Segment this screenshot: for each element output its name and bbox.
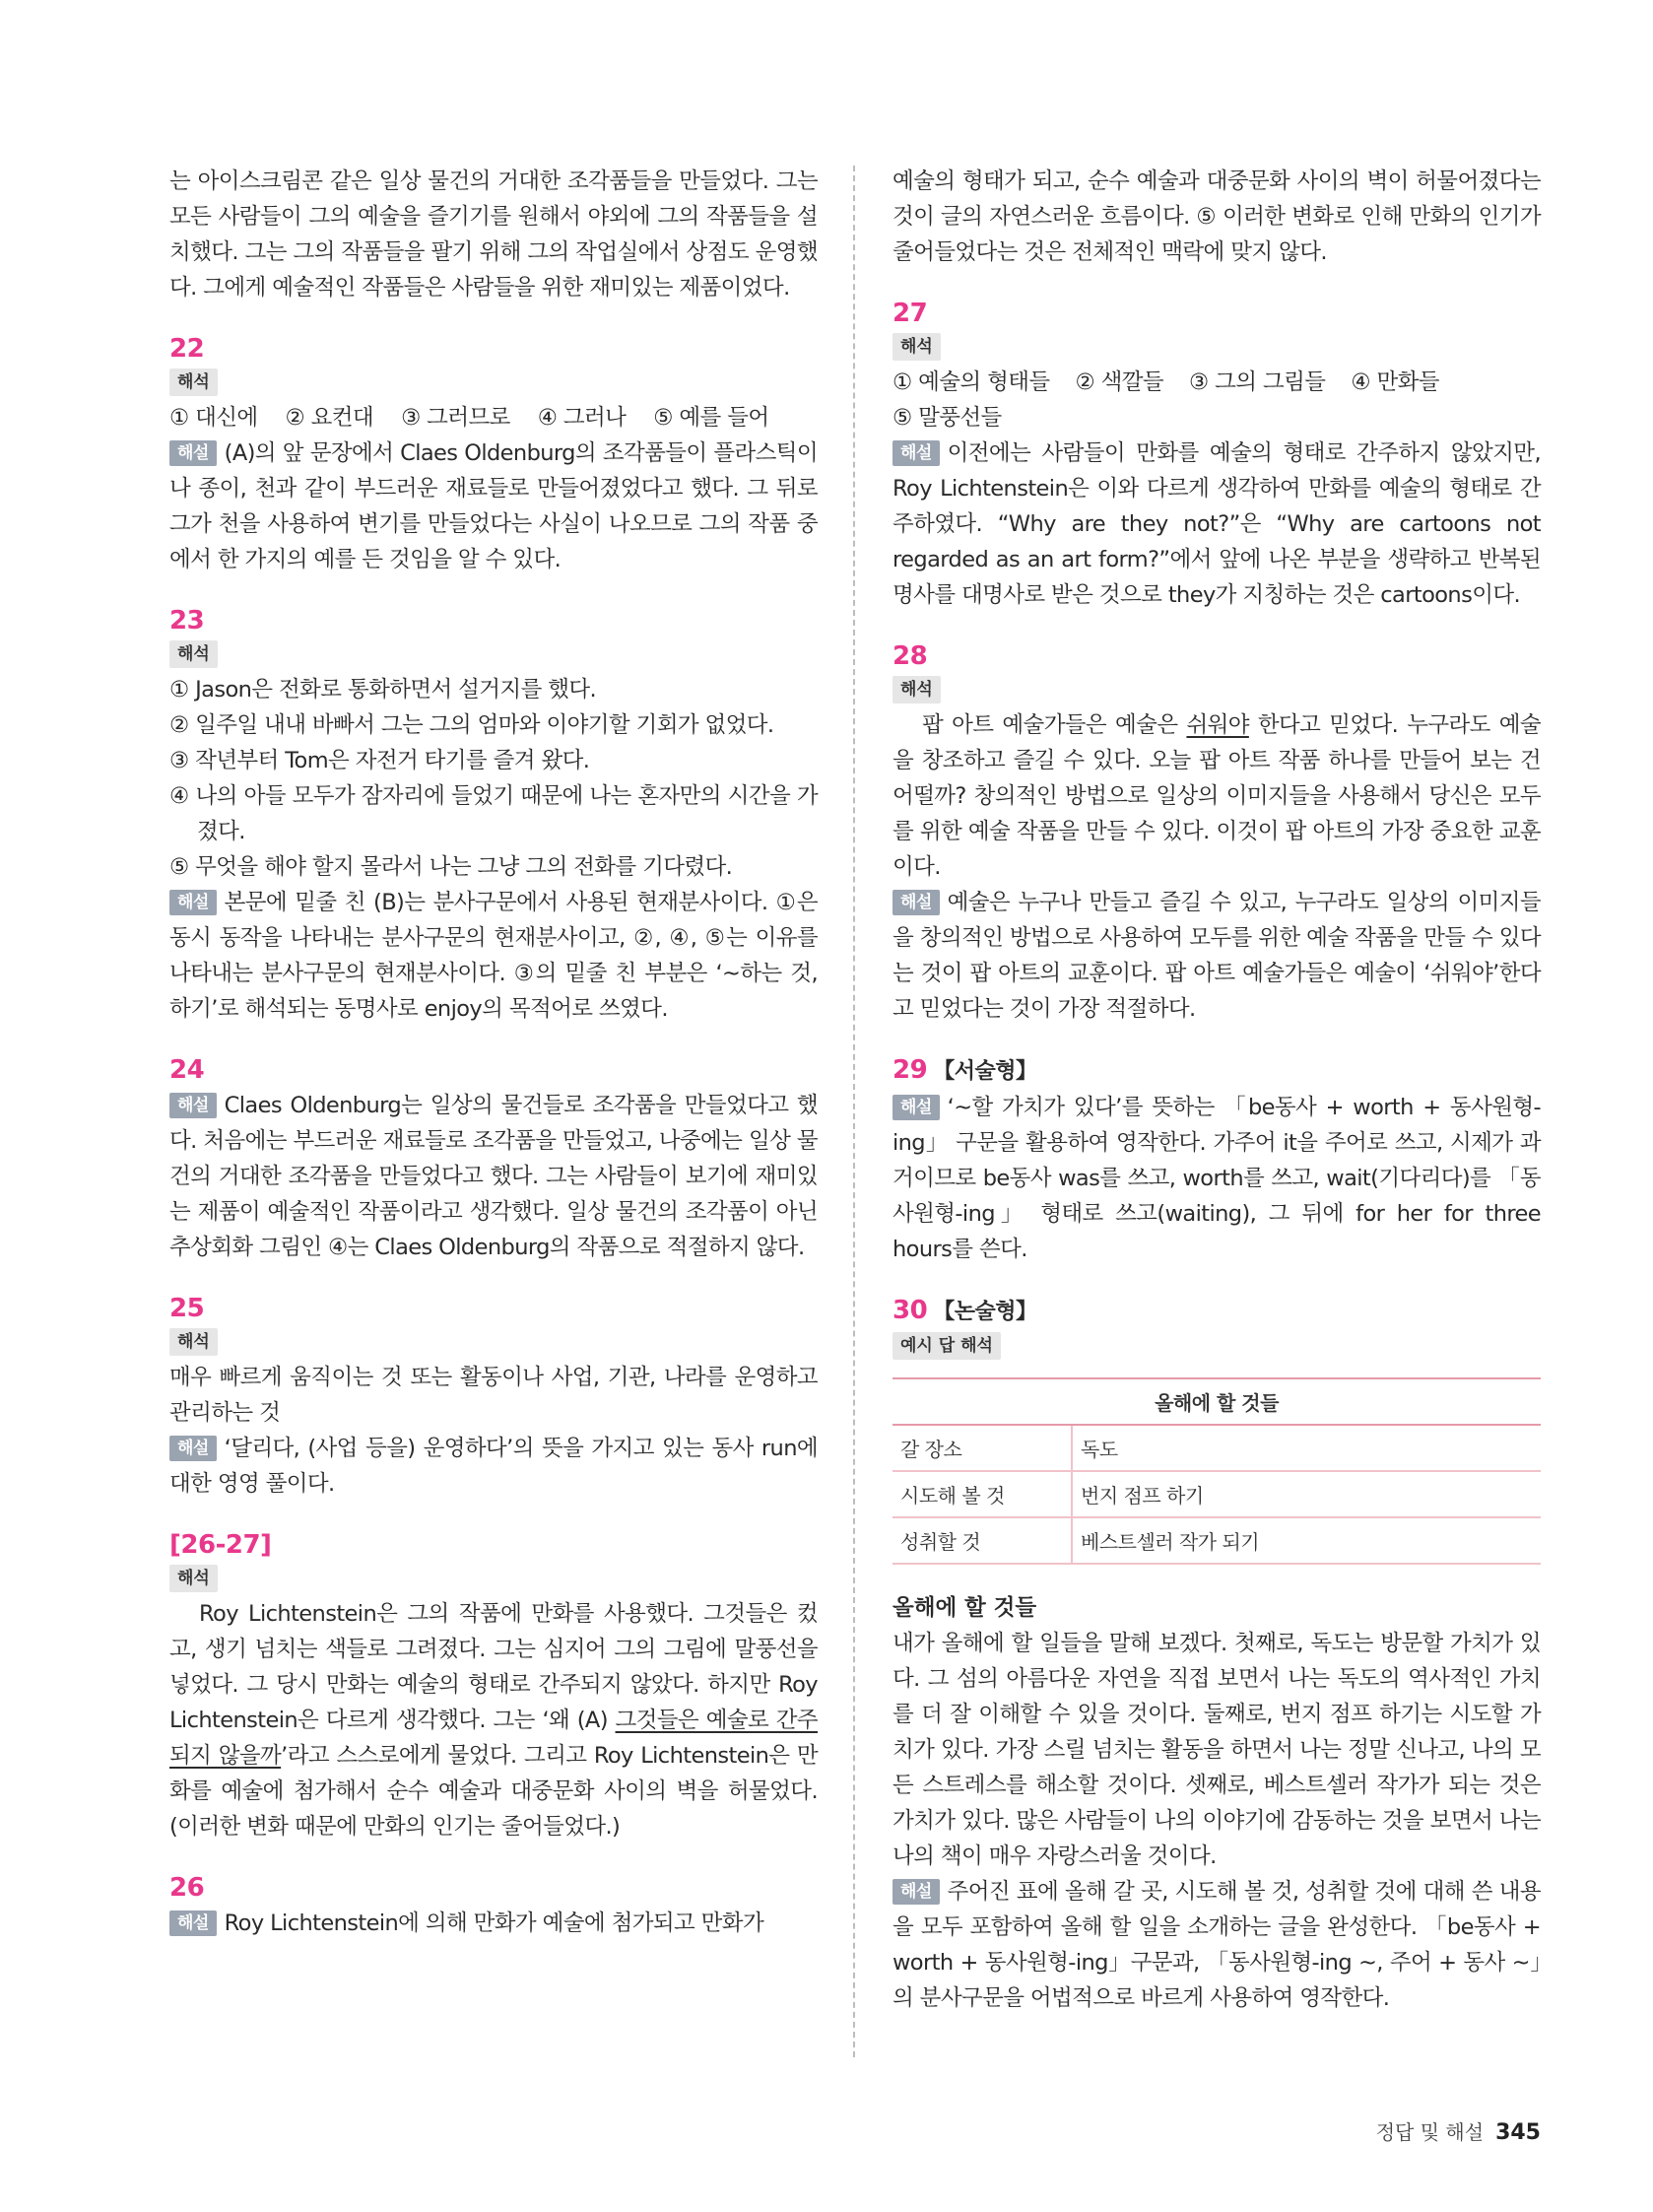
q22-explain-text: (A)의 앞 문장에서 Claes Oldenburg의 조각품들이 플라스틱이나 종이, 천과 같이 부드러운 재료들로 만들어졌었다고 했다. 그 뒤로 그가 천을 사용하여 변기를 만들었다는 사실이 나오므로 그의 작품 중에서 한 가지의 예를 든 것임을 알 수 있다. — [169, 440, 818, 572]
q30-explanation — [893, 1874, 1541, 2016]
essay-body: 내가 올해에 할 일들을 말해 보겠다. 첫째로, 독도는 방문할 가치가 있다. 그 섬의 아름다운 자연을 직접 보면서 나는 독도의 역사적인 가치를 더 잘 이해할 수 있을 것이다. 둘째로, 번지 점프 하기는 시도할 가치가 있다. 가장 스릴 넘치는 활동을 하면서 나는 정말 신나고, 나의 모든 스트레스를 해소할 것이다. 셋째로, 베스트셀러 작가가 되는 것은 가치가 있다. 많은 사람들이 나의 이야기에 감동하는 것을 보면서 나는 나의 책이 매우 자랑스러울 것이다. — [893, 1631, 1541, 1869]
q27-label: 해석 — [893, 333, 941, 361]
q30-tag: 【논술형】 — [933, 1300, 1037, 1324]
q22-option-3: ③ 그러므로 — [401, 405, 510, 431]
q30-label: 예시 답 해석 — [893, 1332, 1001, 1360]
q26-27-label: 해석 — [169, 1565, 218, 1592]
q26-27-text-after: ’라고 스스로에게 물었다. 그리고 Roy Lichtenstein은 만화를 예술에 첨가해서 순수 예술과 대중문화 사이의 벽을 허물었다. (이러한 변화 때문에 만화의 인기는 줄어들었다.) — [169, 1743, 818, 1840]
q23-badge: 해설 — [169, 890, 217, 915]
q28-explain-text: 예술은 누구나 만들고 즐길 수 있고, 누구라도 일상의 이미지들을 창의적인 방법으로 사용하여 모두를 위한 예술 작품을 만들 수 있다는 것이 팝 아트의 교훈이다. 팝 아트 예술가들은 예술이 ‘쉬워야’한다고 믿었다는 것이 가장 적절하다. — [893, 890, 1541, 1022]
q23-item-5: ⑤ 무엇을 해야 할지 몰라서 나는 그냥 그의 전화를 기다렸다. — [169, 854, 733, 880]
table-row — [893, 1425, 1541, 1471]
q23-item-1: ① Jason은 전화로 통화하면서 설거지를 했다. — [169, 677, 597, 703]
q28-number: 28 — [893, 641, 928, 671]
q25-label: 해석 — [169, 1328, 218, 1356]
q24-badge: 해설 — [169, 1093, 217, 1118]
q28-text-after: 한다고 믿었다. 누구라도 예술을 창조하고 즐길 수 있다. 오늘 팝 아트 작품 하나를 만들어 보는 건 어떨까? 창의적인 방법으로 일상의 이미지들을 사용해서 당신은 모두를 위한 예술 작품을 만들 수 있다. 이것이 팝 아트의 가장 중요한 교훈이다. — [893, 712, 1541, 880]
right-column — [893, 164, 1541, 2016]
q23-item-2: ② 일주일 내내 바빠서 그는 그의 엄마와 이야기할 기회가 없었다. — [169, 712, 774, 738]
q29-explain-text: ‘~할 가치가 있다’를 뜻하는 「be동사 + worth + 동사원형-ing」 구문을 활용하여 영작한다. 가주어 it을 주어로 쓰고, 시제가 과거이므로 be동사 was를 쓰고, worth를 쓰고, wait(기다리다)를 「동사원형-ing」 형태로 쓰고(waiting), 그 뒤에 for her for three hours를 쓴다. — [893, 1095, 1541, 1262]
left-column — [169, 164, 818, 1941]
q22-options — [169, 400, 818, 436]
page-number: 345 — [1495, 2120, 1541, 2145]
q26-27-text-before: Roy Lichtenstein은 그의 작품에 만화를 사용했다. 그것들은 컸고, 생기 넘치는 색들로 그려졌다. 그는 심지어 그의 그림에 말풍선을 넣었다. 그 당시 만화는 예술의 형태로 간주되지 않았다. 하지만 Roy Lichtenstein은 다르게 생각했다. 그는 ‘왜 (A) — [169, 1601, 818, 1733]
q25-explain-text: ‘달리다, (사업 등을) 운영하다’의 뜻을 가지고 있는 동사 run에 대한 영영 풀이다. — [169, 1436, 818, 1497]
q25-explanation — [169, 1431, 818, 1502]
q28-translation — [893, 707, 1541, 885]
q30-explain-text: 주어진 표에 올해 갈 곳, 시도해 볼 것, 성취할 것에 대해 쓴 내용을 모두 포함하여 올해 할 일을 소개하는 글을 완성한다. 「be동사 + worth + 동사원형-ing」구문과, 「동사원형-ing ~, 주어 + 동사 ~」의 분사구문을 어법적으로 바르게 사용하여 영작한다. — [893, 1879, 1541, 2011]
q30-num: 30 — [893, 1296, 928, 1325]
q27-explain-text: 이전에는 사람들이 만화를 예술의 형태로 간주하지 않았지만, Roy Lichtenstein은 이와 다르게 생각하여 만화를 예술의 형태로 간주하였다. “Why are they not?”은 “Why are cartoons not regarded as an art form?”에서 앞에 나온 부분을 생략하고 반복된 명사를 대명사로 받은 것으로 they가 지칭하는 것은 cartoons이다. — [893, 440, 1541, 608]
q26-badge: 해설 — [169, 1910, 217, 1936]
q22-number: 22 — [169, 334, 205, 364]
plan-table-title: 올해에 할 것들 — [893, 1378, 1541, 1425]
table-row-value: 독도 — [1072, 1425, 1541, 1471]
q30-number — [893, 1293, 1541, 1330]
q23-item-4: ④ 나의 아들 모두가 잠자리에 들었기 때문에 나는 혼자만의 시간을 가졌다. — [169, 783, 818, 844]
column-divider — [853, 166, 855, 2057]
q27-option-2: ② 색깔들 — [1075, 369, 1164, 395]
essay-title: 올해에 할 것들 — [893, 1595, 1037, 1621]
q25-translation: 매우 빠르게 움직이는 것 또는 활동이나 사업, 기관, 나라를 운영하고 관리하는 것 — [169, 1365, 818, 1426]
table-row-value: 베스트셀러 작가 되기 — [1072, 1517, 1541, 1564]
q22-option-2: ② 요컨대 — [285, 405, 374, 431]
q22-explanation — [169, 436, 818, 577]
q25-number: 25 — [169, 1294, 205, 1323]
q28-explanation — [893, 885, 1541, 1027]
q23-item-3: ③ 작년부터 Tom은 자전거 타기를 즐겨 왔다. — [169, 748, 590, 773]
table-row-key: 성취할 것 — [893, 1517, 1072, 1564]
q27-option-4: ④ 만화들 — [1351, 369, 1439, 395]
q30-badge: 해설 — [893, 1879, 940, 1905]
table-row-key: 시도해 볼 것 — [893, 1471, 1072, 1517]
q29-badge: 해설 — [893, 1095, 940, 1120]
q26-explanation — [169, 1906, 818, 1941]
q22-option-4: ④ 그러나 — [537, 405, 627, 431]
q27-number: 27 — [893, 299, 928, 328]
q27-option-3: ③ 그의 그림들 — [1189, 369, 1326, 395]
q21-continuation: 는 아이스크림콘 같은 일상 물건의 거대한 조각품들을 만들었다. 그는 모든 사람들이 그의 예술을 즐기기를 원해서 야외에 그의 작품들을 설치했다. 그는 그의 작품들을 팔기 위해 그의 작업실에서 상점도 운영했다. 그에게 예술적인 작품들은 사람들을 위한 재미있는 제품이었다. — [169, 168, 818, 301]
q27-option-5: ⑤ 말풍선들 — [893, 405, 1002, 431]
q26-27-underlined: 그것들은 예술로 간주되지 않을까 — [169, 1708, 818, 1769]
q29-tag: 【서술형】 — [933, 1059, 1037, 1084]
q29-num: 29 — [893, 1055, 928, 1085]
q23-explanation — [169, 885, 818, 1027]
table-row — [893, 1471, 1541, 1517]
q29-explanation — [893, 1090, 1541, 1267]
q27-options — [893, 365, 1541, 436]
q28-label: 해석 — [893, 676, 941, 704]
q24-explain-text: Claes Oldenburg는 일상의 물건들로 조각품을 만들었다고 했다. 처음에는 부드러운 재료들로 조각품을 만들었고, 나중에는 일상 물건의 거대한 조각품을 만들었다고 했다. 그는 사람들이 보기에 재미있는 제품이 예술적인 작품이라고 생각했다. 일상 물건의 조각품이 아닌 추상회화 그림인 ④는 Claes Oldenburg의 작품으로 적절하지 않다. — [169, 1093, 818, 1260]
q22-option-5: ⑤ 예를 들어 — [653, 405, 769, 431]
q23-label: 해석 — [169, 640, 218, 668]
q23-number: 23 — [169, 606, 205, 636]
q26-explain-text: Roy Lichtenstein에 의해 만화가 예술에 첨가되고 만화가 — [224, 1910, 764, 1936]
table-row — [893, 1517, 1541, 1564]
q26-27-number: [26-27] — [169, 1530, 272, 1560]
page-footer — [1376, 2116, 1541, 2145]
q22-option-1: ① 대신에 — [169, 405, 258, 431]
q26-27-translation — [169, 1596, 818, 1844]
q28-underlined: 쉬워야 — [1186, 712, 1249, 738]
table-row-key: 갈 장소 — [893, 1425, 1072, 1471]
footer-label: 정답 및 해설 — [1375, 2120, 1485, 2144]
q28-text-before: 팝 아트 예술가들은 예술은 — [922, 712, 1187, 738]
q26-continuation: 예술의 형태가 되고, 순수 예술과 대중문화 사이의 벽이 허물어졌다는 것이 글의 자연스러운 흐름이다. ⑤ 이러한 변화로 인해 만화의 인기가 줄어들었다는 것은 전체적인 맥락에 맞지 않다. — [893, 168, 1541, 265]
q24-number: 24 — [169, 1055, 205, 1085]
q27-badge: 해설 — [893, 440, 940, 466]
q27-option-1: ① 예술의 형태들 — [893, 369, 1050, 395]
q23-explain-text: 본문에 밑줄 친 (B)는 분사구문에서 사용된 현재분사이다. ①은 동시 동작을 나타내는 분사구문의 현재분사이고, ②, ④, ⑤는 이유를 나타내는 분사구문의 현재분사이다. ③의 밑줄 친 부분은 ‘~하는 것, 하기’로 해석되는 동명사로 enjoy의 목적어로 쓰였다. — [169, 890, 818, 1022]
q25-badge: 해설 — [169, 1436, 217, 1461]
q24-explanation — [169, 1088, 818, 1265]
q22-label: 해석 — [169, 369, 218, 396]
q28-badge: 해설 — [893, 890, 940, 915]
plan-table — [893, 1377, 1541, 1565]
table-row-value: 번지 점프 하기 — [1072, 1471, 1541, 1517]
q29-number — [893, 1052, 1541, 1090]
q27-explanation — [893, 436, 1541, 613]
q22-badge: 해설 — [169, 440, 217, 466]
q26-number: 26 — [169, 1873, 205, 1903]
